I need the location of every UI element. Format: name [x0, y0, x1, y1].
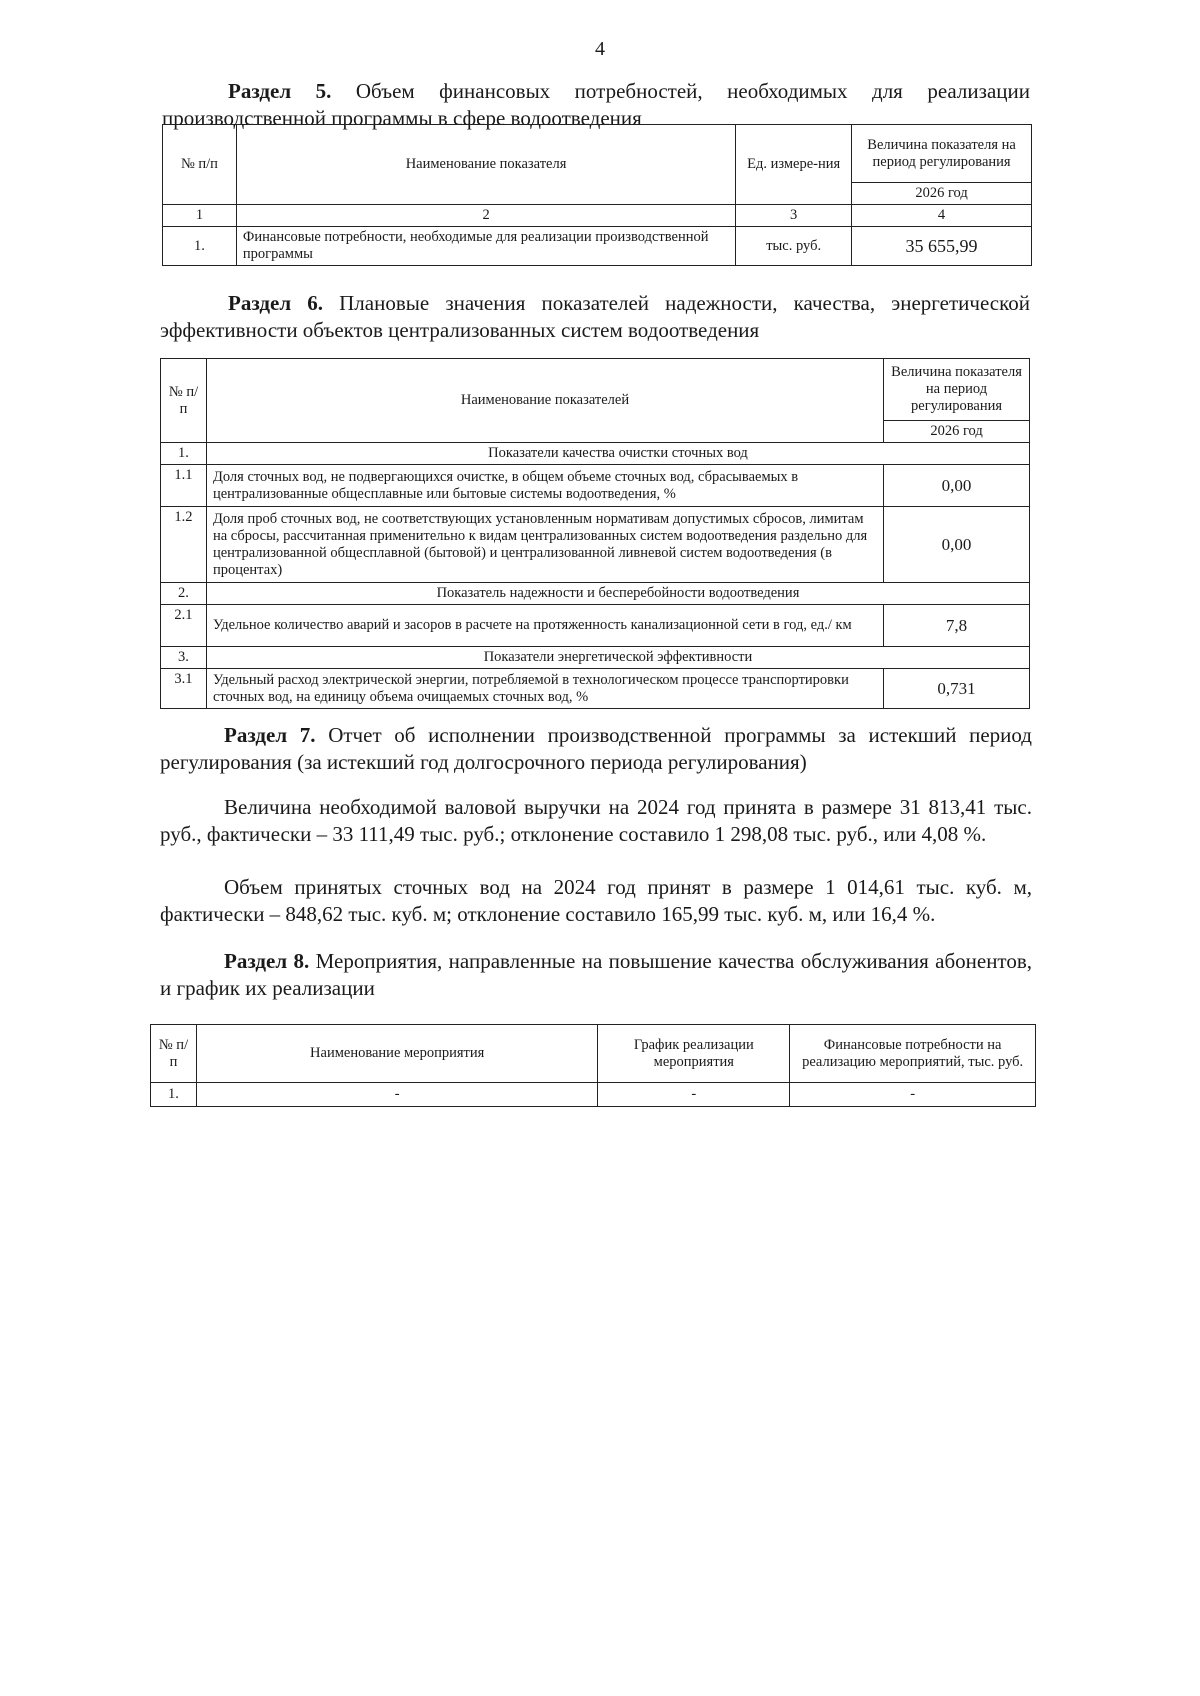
page-number: 4: [595, 38, 605, 60]
section8-title-bold: Раздел 8.: [224, 949, 310, 973]
table-group-row: [161, 583, 1030, 605]
section7-para2: Объем принятых сточных вод на 2024 год принят в размере 1 014,61 тыс. куб. м, фактически – 848,62 тыс. куб. м; отклонение составило 165,99 тыс. куб. м, или 16,4 %.: [160, 875, 1032, 926]
table-row: [161, 507, 1030, 583]
section7-title-rest: Отчет об исполнении производственной программы за истекший период регулирования (за истекший год долгосрочного периода регулирования): [160, 723, 1032, 774]
s6-row-name: Удельный расход электрической энергии, потребляемой в технологическом процессе транспортировки сточных вод, на единицу объема очищаемых сточных вод, %: [206, 669, 883, 709]
s8-col3-header: График реализации мероприятия: [598, 1025, 790, 1083]
s6-group2-num: 2.: [161, 583, 207, 605]
s6-col1-header: № п/п: [161, 359, 207, 443]
section6-heading: [160, 290, 1030, 344]
s5-row-name: Финансовые потребности, необходимые для реализации производственной программы: [236, 227, 735, 266]
s5-col4-subheader: 2026 год: [852, 183, 1032, 205]
section5-table: [162, 124, 1032, 266]
s6-row-name: Доля сточных вод, не подвергающихся очистке, в общем объеме сточных вод, сбрасываемых в централизованные общесплавные или бытовые системы водоотведения, %: [206, 465, 883, 507]
table-group-row: [161, 647, 1030, 669]
s5-index-3: 3: [736, 205, 852, 227]
s8-row-finance: -: [790, 1083, 1036, 1107]
s8-col2-header: Наименование мероприятия: [196, 1025, 597, 1083]
s6-group1-num: 1.: [161, 443, 207, 465]
s8-row-name: -: [196, 1083, 597, 1107]
s6-row-value: 0,00: [884, 507, 1030, 583]
section6-title-rest: Плановые значения показателей надежности, качества, энергетической эффективности объектов централизованных систем водоотведения: [160, 291, 1030, 342]
s5-col4-header: Величина показателя на период регулирования: [852, 125, 1032, 183]
s6-row-num: 3.1: [161, 669, 207, 709]
s5-index-4: 4: [852, 205, 1032, 227]
section7-para1: Величина необходимой валовой выручки на 2024 год принята в размере 31 813,41 тыс. руб., фактически – 33 111,49 тыс. руб.; отклонение составило 1 298,08 тыс. руб., или 4,08 %.: [160, 795, 1032, 846]
table-row: [163, 227, 1032, 266]
s6-group2-title: Показатель надежности и бесперебойности водоотведения: [206, 583, 1029, 605]
section6-table: [160, 358, 1030, 709]
s6-group3-num: 3.: [161, 647, 207, 669]
table-row: [161, 605, 1030, 647]
table-group-row: [161, 443, 1030, 465]
s5-index-2: 2: [236, 205, 735, 227]
s6-col2-header: Наименование показателей: [206, 359, 883, 443]
table-row: [161, 465, 1030, 507]
s5-row-unit: тыс. руб.: [736, 227, 852, 266]
s5-col3-header: Ед. измере-ния: [736, 125, 852, 205]
s8-row-schedule: -: [598, 1083, 790, 1107]
s8-row-num: 1.: [151, 1083, 197, 1107]
s6-col3-subheader: 2026 год: [884, 421, 1030, 443]
s6-row-num: 2.1: [161, 605, 207, 647]
s8-col1-header: № п/п: [151, 1025, 197, 1083]
s5-row-value: 35 655,99: [852, 227, 1032, 266]
table-row: [161, 669, 1030, 709]
section6-title-bold: Раздел 6.: [228, 291, 323, 315]
section7-heading: [160, 722, 1032, 776]
s8-col4-header: Финансовые потребности на реализацию мероприятий, тыс. руб.: [790, 1025, 1036, 1083]
s5-col2-header: Наименование показателя: [236, 125, 735, 205]
s5-index-1: 1: [163, 205, 237, 227]
s6-group1-title: Показатели качества очистки сточных вод: [206, 443, 1029, 465]
section8-title-rest: Мероприятия, направленные на повышение качества обслуживания абонентов, и график их реализации: [160, 949, 1032, 1000]
s6-row-name: Доля проб сточных вод, не соответствующих установленным нормативам допустимых сбросов, лимитам на сбросы, рассчитанная применительно к видам централизованных систем водоотведения раздельно для централизованной общесплавной (бытовой) и централизованной ливневой систем водоотведения (в процентах): [206, 507, 883, 583]
section5-title-bold: Раздел 5.: [228, 79, 332, 103]
s5-row-num: 1.: [163, 227, 237, 266]
section5-title-rest: Объем финансовых потребностей, необходимых для реализации производственной программы в сфере водоотведения: [162, 79, 1030, 130]
s6-row-value: 0,731: [884, 669, 1030, 709]
s5-col1-header: № п/п: [163, 125, 237, 205]
table-row: [151, 1083, 1036, 1107]
section8-heading: [160, 948, 1032, 1002]
s6-row-value: 0,00: [884, 465, 1030, 507]
s6-group3-title: Показатели энергетической эффективности: [206, 647, 1029, 669]
s6-row-value: 7,8: [884, 605, 1030, 647]
s6-row-num: 1.2: [161, 507, 207, 583]
s6-row-name: Удельное количество аварий и засоров в расчете на протяженность канализационной сети в год, ед./ км: [206, 605, 883, 647]
section8-table: [150, 1024, 1036, 1107]
s6-row-num: 1.1: [161, 465, 207, 507]
section7-title-bold: Раздел 7.: [224, 723, 316, 747]
s6-col3-header: Величина показателя на период регулирования: [884, 359, 1030, 421]
